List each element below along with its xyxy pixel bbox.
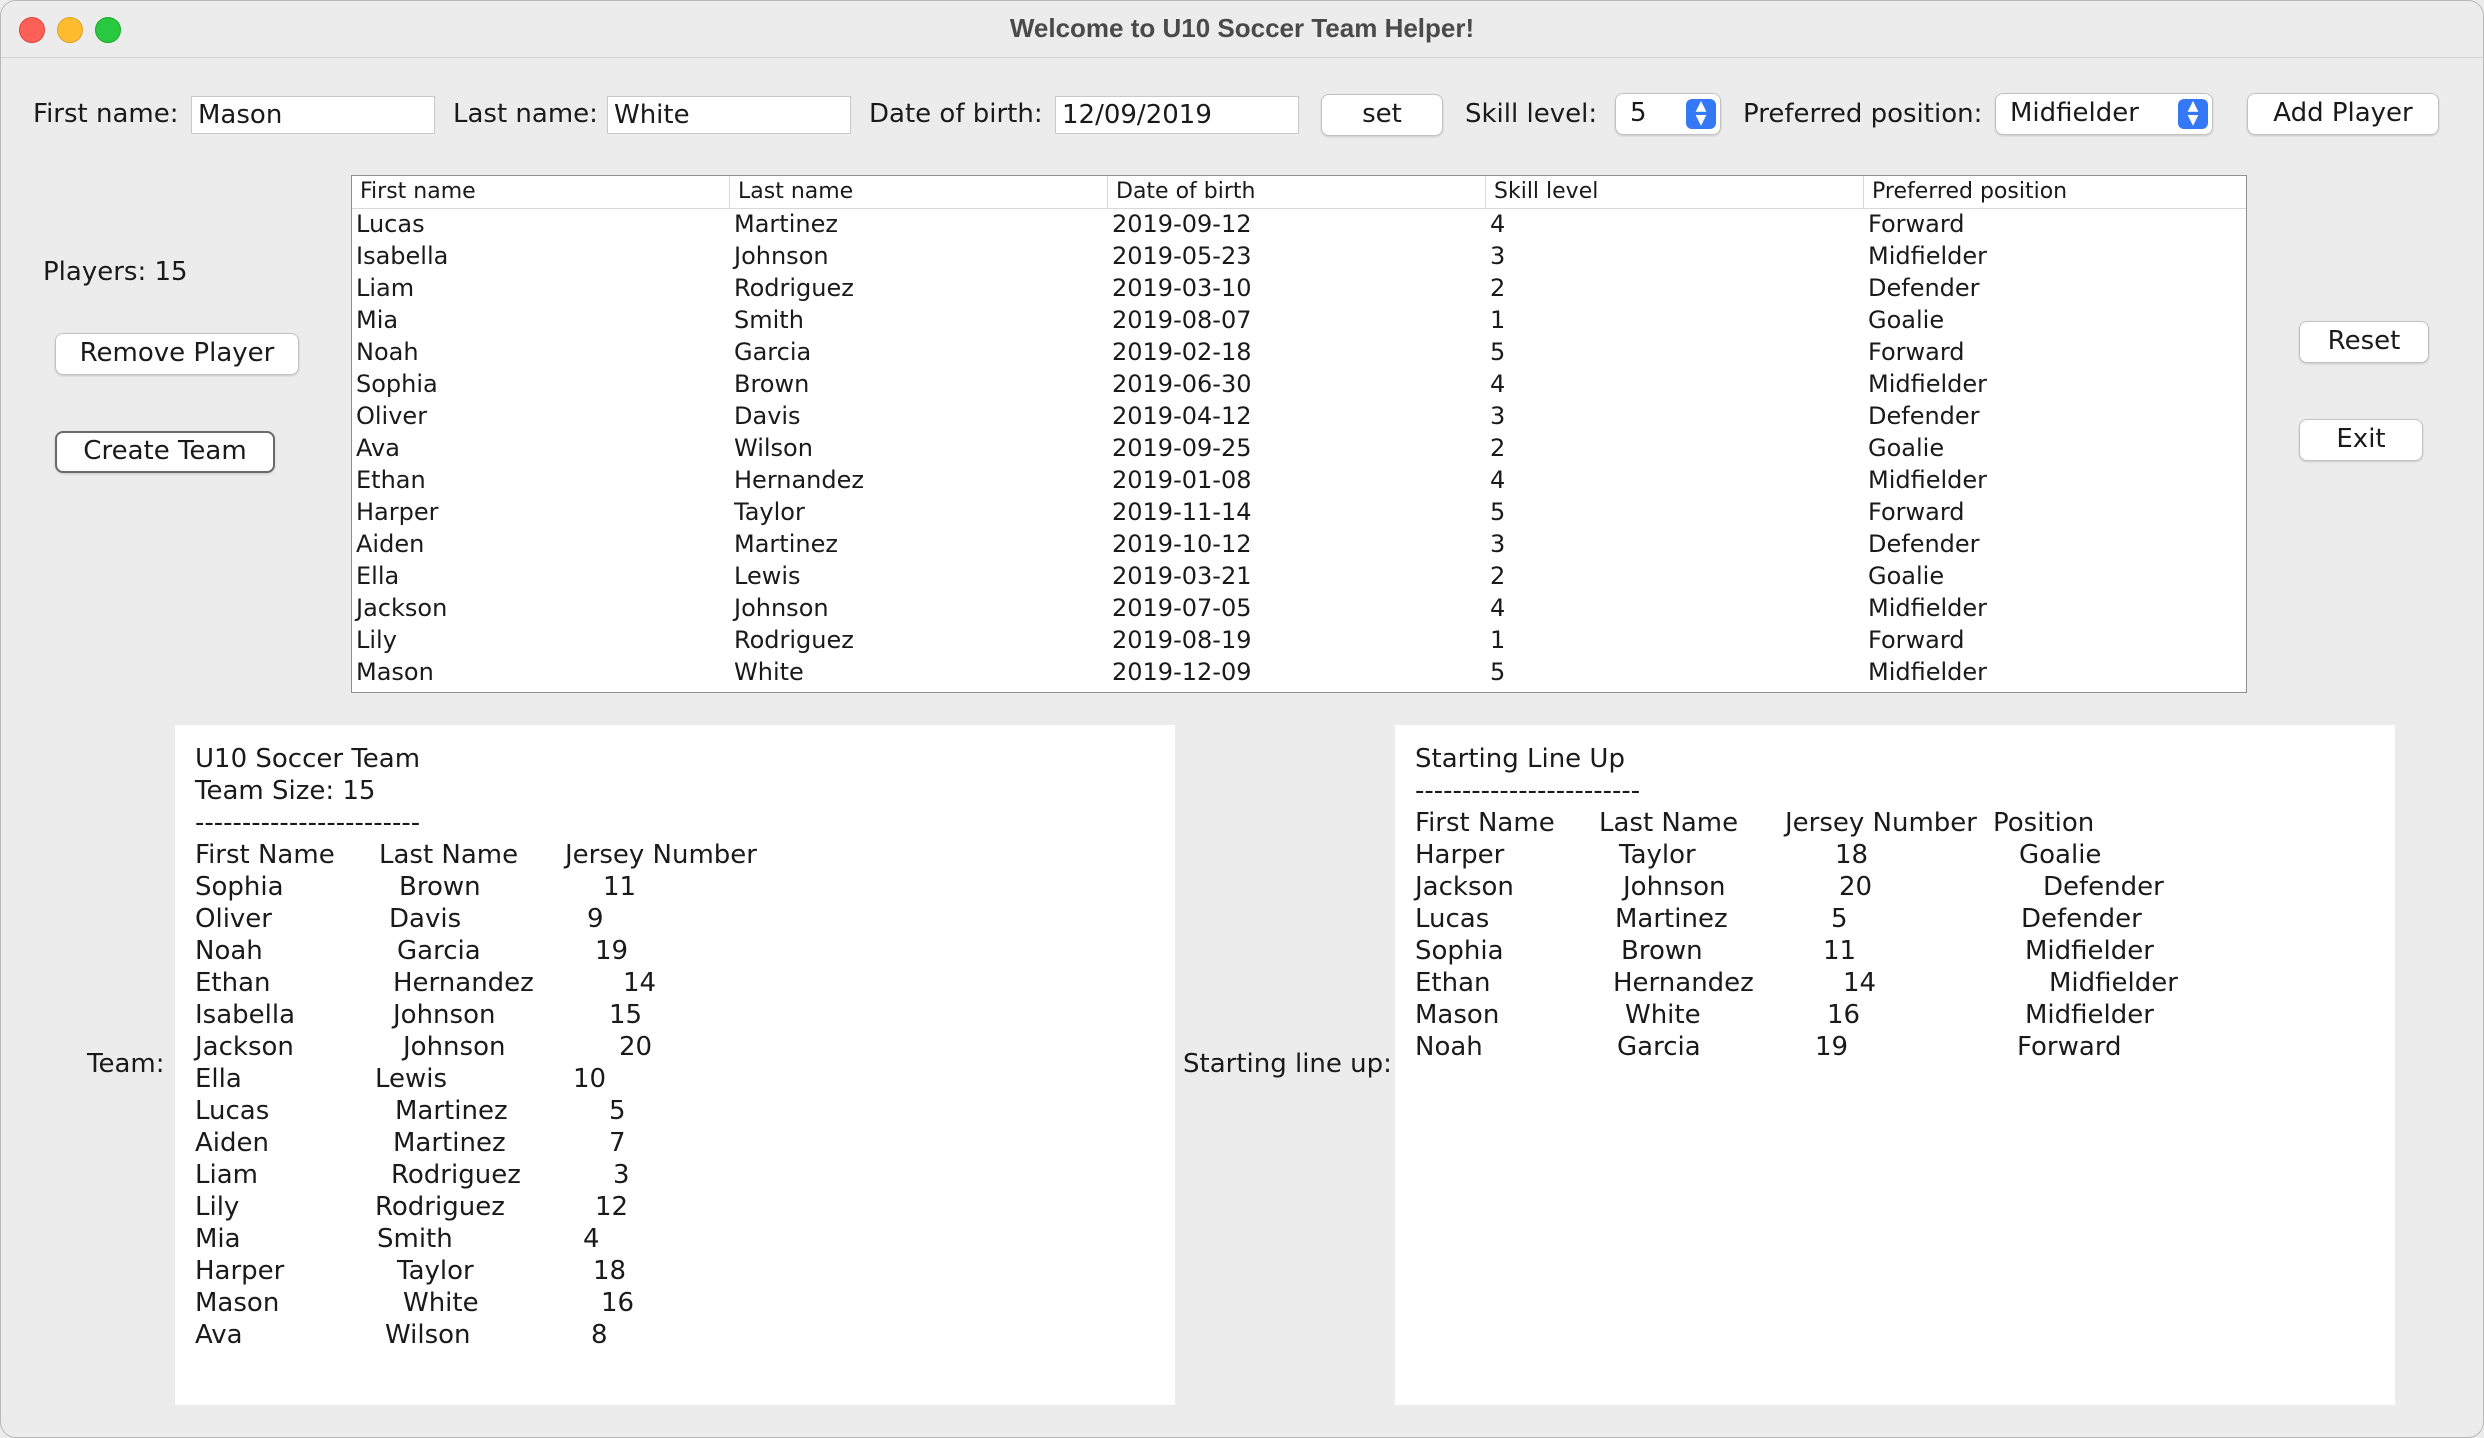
- team-first-name: Lucas: [195, 1096, 270, 1126]
- team-last-name: Taylor: [397, 1256, 474, 1286]
- lineup-header-jersey: Jersey Number: [1785, 808, 1977, 838]
- team-last-name: Lewis: [375, 1064, 448, 1094]
- cell-dob: 2019-10-12: [1112, 530, 1252, 558]
- lineup-last-name: Garcia: [1617, 1032, 1701, 1062]
- updown-icon: ▲ ▼: [1686, 99, 1716, 129]
- table-row[interactable]: [352, 560, 2246, 592]
- cell-position: Midfielder: [1868, 466, 1988, 494]
- lineup-last-name: Taylor: [1619, 840, 1696, 870]
- cell-last-name: Martinez: [734, 530, 838, 558]
- create-team-button[interactable]: Create Team: [55, 431, 275, 473]
- team-jersey: 15: [609, 1000, 643, 1030]
- cell-last-name: Garcia: [734, 338, 812, 366]
- cell-position: Goalie: [1868, 306, 1945, 334]
- team-row: [195, 1255, 1155, 1287]
- cell-skill: 2: [1490, 562, 1506, 590]
- team-jersey: 19: [595, 936, 629, 966]
- cell-last-name: Brown: [734, 370, 810, 398]
- column-header-last-name[interactable]: Last name: [730, 176, 1108, 208]
- team-header-first-name: First Name: [195, 840, 335, 870]
- team-jersey: 14: [623, 968, 657, 998]
- lineup-row: [1415, 935, 2375, 967]
- cell-position: Defender: [1868, 402, 1980, 430]
- cell-skill: 1: [1490, 306, 1506, 334]
- team-text-area[interactable]: [175, 725, 1175, 1405]
- lineup-first-name: Harper: [1415, 840, 1505, 870]
- lineup-text-area[interactable]: [1395, 725, 2395, 1405]
- cell-dob: 2019-01-08: [1112, 466, 1252, 494]
- team-first-name: Liam: [195, 1160, 258, 1190]
- lineup-last-name: Martinez: [1615, 904, 1728, 934]
- lineup-divider: ------------------------: [1415, 776, 1641, 806]
- column-header-dob[interactable]: Date of birth: [1108, 176, 1486, 208]
- team-row: [195, 1319, 1155, 1351]
- team-header-jersey: Jersey Number: [565, 840, 757, 870]
- players-table[interactable]: [351, 175, 2247, 693]
- table-row[interactable]: [352, 464, 2246, 496]
- column-header-first-name[interactable]: First name: [352, 176, 730, 208]
- lineup-position: Defender: [2021, 904, 2142, 934]
- table-row[interactable]: [352, 240, 2246, 272]
- cell-dob: 2019-08-07: [1112, 306, 1252, 334]
- team-row: [195, 967, 1155, 999]
- cell-skill: 3: [1490, 242, 1506, 270]
- lineup-row: [1415, 839, 2375, 871]
- cell-first-name: Isabella: [356, 242, 449, 270]
- skill-level-select[interactable]: [1615, 93, 1721, 135]
- cell-last-name: Hernandez: [734, 466, 864, 494]
- cell-first-name: Noah: [356, 338, 419, 366]
- set-date-button[interactable]: set: [1321, 94, 1443, 136]
- lineup-jersey: 5: [1831, 904, 1848, 934]
- team-jersey: 3: [613, 1160, 630, 1190]
- cell-first-name: Ethan: [356, 466, 426, 494]
- team-last-name: Rodriguez: [391, 1160, 521, 1190]
- remove-player-button[interactable]: Remove Player: [55, 333, 299, 375]
- cell-last-name: Johnson: [734, 242, 829, 270]
- column-header-skill[interactable]: Skill level: [1486, 176, 1864, 208]
- lineup-jersey: 14: [1843, 968, 1877, 998]
- cell-dob: 2019-07-05: [1112, 594, 1252, 622]
- team-row: [195, 1191, 1155, 1223]
- team-row: [195, 871, 1155, 903]
- cell-dob: 2019-04-12: [1112, 402, 1252, 430]
- team-title: U10 Soccer Team: [195, 744, 421, 774]
- cell-position: Forward: [1868, 626, 1965, 654]
- team-first-name: Ava: [195, 1320, 243, 1350]
- team-row: [195, 1095, 1155, 1127]
- title-bar: [1, 1, 2483, 58]
- team-first-name: Mason: [195, 1288, 280, 1318]
- cell-last-name: Rodriguez: [734, 274, 854, 302]
- team-size: Team Size: 15: [195, 776, 376, 806]
- team-jersey: 20: [619, 1032, 653, 1062]
- team-last-name: Johnson: [393, 1000, 496, 1030]
- lineup-row: [1415, 999, 2375, 1031]
- position-label: Preferred position:: [1743, 99, 1983, 129]
- cell-position: Defender: [1868, 274, 1980, 302]
- table-row[interactable]: [352, 656, 2246, 688]
- exit-button[interactable]: Exit: [2299, 419, 2423, 461]
- lineup-jersey: 19: [1815, 1032, 1849, 1062]
- cell-first-name: Oliver: [356, 402, 428, 430]
- team-last-name: Martinez: [395, 1096, 508, 1126]
- cell-dob: 2019-06-30: [1112, 370, 1252, 398]
- table-row[interactable]: [352, 496, 2246, 528]
- lineup-label: Starting line up:: [1183, 1049, 1392, 1079]
- team-first-name: Ethan: [195, 968, 271, 998]
- team-jersey: 8: [591, 1320, 608, 1350]
- team-last-name: Smith: [377, 1224, 453, 1254]
- cell-skill: 2: [1490, 434, 1506, 462]
- team-row: [195, 1127, 1155, 1159]
- cell-first-name: Mia: [356, 306, 399, 334]
- lineup-header-last-name: Last Name: [1599, 808, 1739, 838]
- lineup-title: Starting Line Up: [1415, 744, 1625, 774]
- lineup-position: Midfielder: [2049, 968, 2178, 998]
- team-last-name: Wilson: [385, 1320, 471, 1350]
- position-value: Midfielder: [2010, 98, 2139, 128]
- cell-position: Goalie: [1868, 434, 1945, 462]
- cell-first-name: Mason: [356, 658, 434, 686]
- cell-last-name: Wilson: [734, 434, 813, 462]
- lineup-row: [1415, 967, 2375, 999]
- lineup-row: [1415, 1031, 2375, 1063]
- team-first-name: Noah: [195, 936, 263, 966]
- first-name-label: First name:: [33, 99, 179, 129]
- cell-first-name: Ella: [356, 562, 400, 590]
- team-row: [195, 1063, 1155, 1095]
- team-jersey: 10: [573, 1064, 607, 1094]
- lineup-row: [1415, 871, 2375, 903]
- cell-skill: 4: [1490, 210, 1506, 238]
- cell-position: Forward: [1868, 338, 1965, 366]
- lineup-first-name: Noah: [1415, 1032, 1483, 1062]
- position-select[interactable]: [1995, 93, 2213, 135]
- dob-label: Date of birth:: [869, 99, 1043, 129]
- table-row[interactable]: [352, 336, 2246, 368]
- table-row[interactable]: [352, 272, 2246, 304]
- cell-first-name: Lily: [356, 626, 397, 654]
- lineup-last-name: Johnson: [1623, 872, 1726, 902]
- team-row: [195, 903, 1155, 935]
- team-divider: ------------------------: [195, 808, 421, 838]
- team-first-name: Lily: [195, 1192, 240, 1222]
- team-jersey: 5: [609, 1096, 626, 1126]
- first-name-field[interactable]: Mason: [191, 96, 435, 134]
- lineup-jersey: 11: [1823, 936, 1857, 966]
- cell-first-name: Ava: [356, 434, 400, 462]
- lineup-header-position: Position: [1993, 808, 2095, 838]
- team-jersey: 7: [609, 1128, 626, 1158]
- cell-skill: 3: [1490, 530, 1506, 558]
- cell-skill: 3: [1490, 402, 1506, 430]
- team-first-name: Isabella: [195, 1000, 296, 1030]
- table-row[interactable]: [352, 208, 2246, 240]
- cell-dob: 2019-11-14: [1112, 498, 1252, 526]
- team-jersey: 16: [601, 1288, 635, 1318]
- cell-skill: 5: [1490, 498, 1506, 526]
- cell-last-name: White: [734, 658, 804, 686]
- lineup-position: Forward: [2017, 1032, 2122, 1062]
- team-last-name: Rodriguez: [375, 1192, 505, 1222]
- cell-position: Midfielder: [1868, 242, 1988, 270]
- team-jersey: 9: [587, 904, 604, 934]
- team-row: [195, 1287, 1155, 1319]
- cell-first-name: Liam: [356, 274, 415, 302]
- lineup-first-name: Mason: [1415, 1000, 1500, 1030]
- team-last-name: Johnson: [403, 1032, 506, 1062]
- team-header-last-name: Last Name: [379, 840, 519, 870]
- updown-icon: ▲ ▼: [2178, 99, 2208, 129]
- cell-last-name: Taylor: [734, 498, 805, 526]
- lineup-header-row: [1415, 807, 2375, 839]
- cell-position: Midfielder: [1868, 370, 1988, 398]
- lineup-position: Midfielder: [2025, 936, 2154, 966]
- team-row: [195, 935, 1155, 967]
- lineup-header-first-name: First Name: [1415, 808, 1555, 838]
- cell-last-name: Martinez: [734, 210, 838, 238]
- cell-last-name: Rodriguez: [734, 626, 854, 654]
- lineup-last-name: Brown: [1621, 936, 1703, 966]
- cell-position: Goalie: [1868, 562, 1945, 590]
- team-label: Team:: [87, 1049, 165, 1079]
- team-last-name: Martinez: [393, 1128, 506, 1158]
- team-last-name: Garcia: [397, 936, 481, 966]
- cell-last-name: Davis: [734, 402, 801, 430]
- lineup-row: [1415, 903, 2375, 935]
- lineup-jersey: 16: [1827, 1000, 1861, 1030]
- cell-dob: 2019-08-19: [1112, 626, 1252, 654]
- lineup-jersey: 18: [1835, 840, 1869, 870]
- lineup-first-name: Sophia: [1415, 936, 1504, 966]
- cell-dob: 2019-09-12: [1112, 210, 1252, 238]
- lineup-jersey: 20: [1839, 872, 1873, 902]
- cell-first-name: Aiden: [356, 530, 425, 558]
- cell-position: Defender: [1868, 530, 1980, 558]
- cell-position: Forward: [1868, 210, 1965, 238]
- team-last-name: White: [403, 1288, 479, 1318]
- table-row[interactable]: [352, 304, 2246, 336]
- team-last-name: Davis: [389, 904, 462, 934]
- team-first-name: Aiden: [195, 1128, 269, 1158]
- cell-skill: 5: [1490, 338, 1506, 366]
- team-row: [195, 1031, 1155, 1063]
- cell-skill: 5: [1490, 658, 1506, 686]
- lineup-first-name: Jackson: [1415, 872, 1514, 902]
- lineup-position: Goalie: [2019, 840, 2102, 870]
- cell-last-name: Johnson: [734, 594, 829, 622]
- skill-level-value: 5: [1630, 98, 1647, 128]
- cell-first-name: Harper: [356, 498, 439, 526]
- table-row[interactable]: [352, 592, 2246, 624]
- cell-skill: 4: [1490, 370, 1506, 398]
- team-header-row: [195, 839, 1155, 871]
- team-jersey: 4: [583, 1224, 600, 1254]
- table-body: [352, 208, 2246, 688]
- lineup-position: Defender: [2043, 872, 2164, 902]
- table-row[interactable]: [352, 624, 2246, 656]
- cell-dob: 2019-03-10: [1112, 274, 1252, 302]
- lineup-position: Midfielder: [2025, 1000, 2154, 1030]
- dob-field[interactable]: 12/09/2019: [1055, 96, 1299, 134]
- reset-button[interactable]: Reset: [2299, 321, 2429, 363]
- table-header: [352, 176, 2246, 209]
- cell-dob: 2019-02-18: [1112, 338, 1252, 366]
- cell-position: Midfielder: [1868, 594, 1988, 622]
- cell-dob: 2019-09-25: [1112, 434, 1252, 462]
- cell-last-name: Lewis: [734, 562, 801, 590]
- team-first-name: Oliver: [195, 904, 272, 934]
- cell-first-name: Jackson: [356, 594, 448, 622]
- last-name-field[interactable]: White: [607, 96, 851, 134]
- team-jersey: 11: [603, 872, 637, 902]
- lineup-last-name: Hernandez: [1613, 968, 1754, 998]
- column-header-position[interactable]: Preferred position: [1872, 179, 2068, 204]
- team-first-name: Mia: [195, 1224, 241, 1254]
- team-jersey: 18: [593, 1256, 627, 1286]
- team-last-name: Hernandez: [393, 968, 534, 998]
- add-player-button[interactable]: Add Player: [2247, 93, 2439, 135]
- team-jersey: 12: [595, 1192, 629, 1222]
- team-row: [195, 999, 1155, 1031]
- lineup-first-name: Ethan: [1415, 968, 1491, 998]
- lineup-last-name: White: [1625, 1000, 1701, 1030]
- cell-skill: 4: [1490, 466, 1506, 494]
- team-first-name: Ella: [195, 1064, 242, 1094]
- last-name-label: Last name:: [453, 99, 598, 129]
- players-count: Players: 15: [43, 257, 188, 287]
- cell-skill: 2: [1490, 274, 1506, 302]
- cell-first-name: Lucas: [356, 210, 425, 238]
- cell-skill: 4: [1490, 594, 1506, 622]
- team-first-name: Jackson: [195, 1032, 294, 1062]
- table-row[interactable]: [352, 432, 2246, 464]
- team-row: [195, 1159, 1155, 1191]
- lineup-first-name: Lucas: [1415, 904, 1490, 934]
- window-title: Welcome to U10 Soccer Team Helper!: [1009, 13, 1475, 43]
- team-first-name: Harper: [195, 1256, 285, 1286]
- cell-dob: 2019-03-21: [1112, 562, 1252, 590]
- team-last-name: Brown: [399, 872, 481, 902]
- team-row: [195, 1223, 1155, 1255]
- team-first-name: Sophia: [195, 872, 284, 902]
- table-row[interactable]: [352, 528, 2246, 560]
- cell-position: Midfielder: [1868, 658, 1988, 686]
- table-row[interactable]: [352, 400, 2246, 432]
- table-row[interactable]: [352, 368, 2246, 400]
- cell-last-name: Smith: [734, 306, 804, 334]
- cell-first-name: Sophia: [356, 370, 438, 398]
- skill-level-label: Skill level:: [1465, 99, 1598, 129]
- cell-dob: 2019-05-23: [1112, 242, 1252, 270]
- cell-position: Forward: [1868, 498, 1965, 526]
- cell-dob: 2019-12-09: [1112, 658, 1252, 686]
- cell-skill: 1: [1490, 626, 1506, 654]
